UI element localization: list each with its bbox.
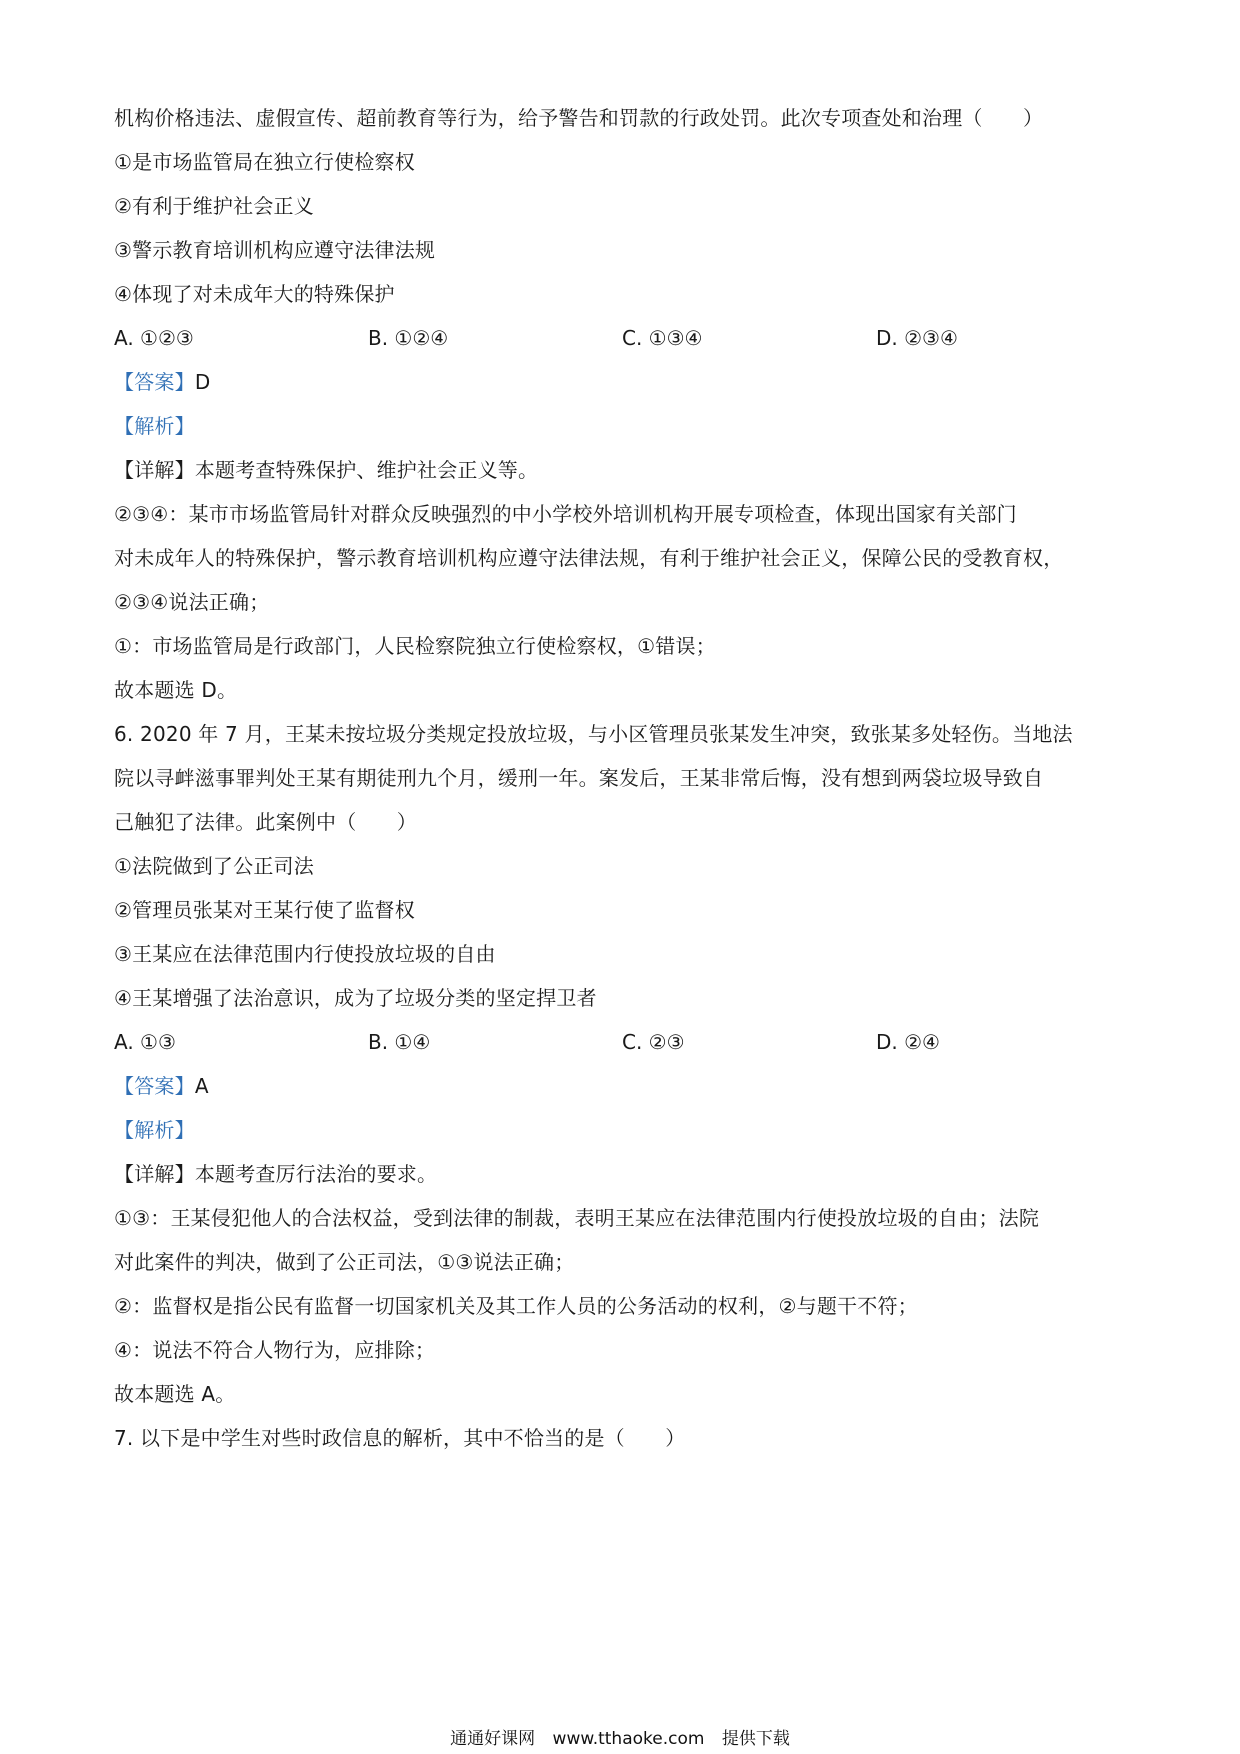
q5-answer bbox=[114, 367, 1130, 397]
q6-choice-c: C. ②③ bbox=[622, 1030, 685, 1054]
q5-explanation-line-3: ②③④说法正确； bbox=[114, 590, 270, 614]
q6-analysis-heading bbox=[114, 1115, 1130, 1145]
q6-stem-line-3: 己触犯了法律。此案例中（ ） bbox=[114, 810, 417, 834]
q6-stem-line-2: 院以寻衅滋事罪判处王某有期徒刑九个月，缓刑一年。案发后，王某非常后悔，没有想到两袋垃圾导致自 bbox=[114, 766, 1044, 790]
q5-analysis-heading bbox=[114, 411, 1130, 441]
q6-choice-d: D. ②④ bbox=[876, 1030, 940, 1054]
q6-analysis-label: 【解析】 bbox=[114, 1118, 195, 1142]
q7-stem: 7. 以下是中学生对些时政信息的解析，其中不恰当的是（ ） bbox=[114, 1426, 686, 1450]
footer-url[interactable]: www.tthaoke.com bbox=[552, 1729, 705, 1749]
q5-explanation-line-2: 对未成年人的特殊保护，警示教育培训机构应遵守法律法规，有利于维护社会正义，保障公民的受教育权， bbox=[114, 546, 1064, 570]
page-footer bbox=[0, 1728, 1240, 1750]
footer-tagline: 提供下载 bbox=[721, 1729, 790, 1749]
q6-detail-label: 【详解】 bbox=[114, 1162, 195, 1186]
q5-choice-b: B. ①②④ bbox=[368, 326, 449, 350]
q6-option-3: ③王某应在法律范围内行使投放垃圾的自由 bbox=[114, 942, 496, 966]
q5-detail-label: 【详解】 bbox=[114, 458, 195, 482]
q6-answer-value: A bbox=[194, 1074, 209, 1098]
q5-explanation-line-1: ②③④：某市市场监管局针对群众反映强烈的中小学校外培训机构开展专项检查，体现出国家有关部门 bbox=[114, 502, 1017, 526]
q6-explanation-line-1: ①③：王某侵犯他人的合法权益，受到法律的制裁，表明王某应在法律范围内行使投放垃圾的自由；法院 bbox=[114, 1206, 1040, 1230]
q6-detail-text: 本题考查厉行法治的要求。 bbox=[194, 1162, 438, 1186]
q6-choice-a: A. ①③ bbox=[114, 1030, 176, 1054]
q5-answer-value: D bbox=[194, 370, 211, 394]
q5-answer-label: 【答案】 bbox=[114, 370, 195, 394]
q5-detail bbox=[114, 455, 1130, 485]
q5-analysis-label: 【解析】 bbox=[114, 414, 195, 438]
q6-detail bbox=[114, 1159, 1130, 1189]
q5-choice-a: A. ①②③ bbox=[114, 326, 194, 350]
q5-detail-text: 本题考查特殊保护、维护社会正义等。 bbox=[194, 458, 539, 482]
q6-stem-line-1: 6. 2020 年 7 月，王某未按垃圾分类规定投放垃圾，与小区管理员张某发生冲突，致张某多处轻伤。当地法 bbox=[114, 722, 1073, 746]
q6-explanation-line-2: 对此案件的判决，做到了公正司法，①③说法正确； bbox=[114, 1250, 575, 1274]
q5-option-3: ③警示教育培训机构应遵守法律法规 bbox=[114, 238, 436, 262]
q5-option-1: ①是市场监管局在独立行使检察权 bbox=[114, 150, 415, 174]
q6-conclusion: 故本题选 A。 bbox=[114, 1382, 236, 1406]
q6-choices bbox=[114, 1027, 1130, 1057]
q6-answer bbox=[114, 1071, 1130, 1101]
q6-option-1: ①法院做到了公正司法 bbox=[114, 854, 314, 878]
q5-option-4: ④体现了对未成年大的特殊保护 bbox=[114, 282, 395, 306]
q6-option-2: ②管理员张某对王某行使了监督权 bbox=[114, 898, 415, 922]
q6-answer-label: 【答案】 bbox=[114, 1074, 195, 1098]
q6-explanation-line-4: ④：说法不符合人物行为，应排除； bbox=[114, 1338, 436, 1362]
q5-conclusion: 故本题选 D。 bbox=[114, 678, 238, 702]
footer-site-name: 通通好课网 bbox=[450, 1729, 536, 1749]
q5-explanation-line-4: ①：市场监管局是行政部门，人民检察院独立行使检察权，①错误； bbox=[114, 634, 716, 658]
q6-option-4: ④王某增强了法治意识，成为了垃圾分类的坚定捍卫者 bbox=[114, 986, 597, 1010]
q5-stem-continuation: 机构价格违法、虚假宣传、超前教育等行为，给予警告和罚款的行政处罚。此次专项查处和治理（ ） bbox=[114, 106, 1044, 130]
q5-choice-d: D. ②③④ bbox=[876, 326, 958, 350]
q5-choice-c: C. ①③④ bbox=[622, 326, 703, 350]
q6-choice-b: B. ①④ bbox=[368, 1030, 431, 1054]
q6-explanation-line-3: ②：监督权是指公民有监督一切国家机关及其工作人员的公务活动的权利，②与题干不符； bbox=[114, 1294, 918, 1318]
q5-option-2: ②有利于维护社会正义 bbox=[114, 194, 314, 218]
q5-choices bbox=[114, 323, 1130, 353]
